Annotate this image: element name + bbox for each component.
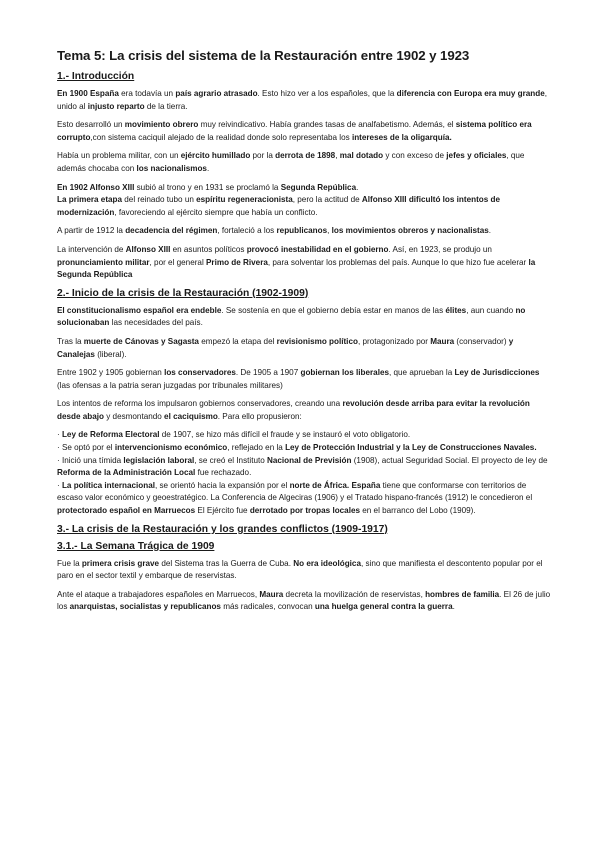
bold-text: élites <box>445 305 467 315</box>
bold-text: movimiento obrero <box>124 120 199 130</box>
bold-text: El constitucionalismo español era endeble <box>57 305 222 315</box>
text-run: fue rechazado. <box>195 468 252 478</box>
bold-text: intereses de la oligarquía. <box>351 132 452 142</box>
text-run: Los intentos de reforma los impulsaron gobiernos conservadores, creando una <box>57 399 343 409</box>
text-run: empezó la etapa del <box>198 336 277 346</box>
bold-text: norte de África. España <box>289 480 381 490</box>
text-run: , por el general <box>149 257 207 267</box>
bold-text: revisionismo político <box>276 336 358 346</box>
bold-text: hombres de familia <box>425 589 500 599</box>
bold-text: derrota de 1898 <box>275 151 336 161</box>
text-run: del Sistema tras la Guerra de Cuba. <box>159 558 294 568</box>
text-run: , se orientó hacia la expansión por el <box>154 480 290 490</box>
text-run: · Inició una tímida <box>57 455 124 465</box>
list-item <box>57 480 552 518</box>
text-run: (las ofensas a la patria seran juzgadas por tribunales militares) <box>57 380 283 390</box>
text-run: las necesidades del país. <box>109 318 203 328</box>
bold-text: muerte de Cánovas y Sagasta <box>83 336 199 346</box>
text-run: . Así, en 1923, se produjo un <box>388 244 492 254</box>
text-run: . <box>452 602 455 612</box>
bold-text: primera crisis grave <box>81 558 160 568</box>
paragraph <box>57 398 552 423</box>
text-run: Había un problema militar, con un <box>57 151 181 161</box>
text-run: , pero la actitud de <box>292 195 362 205</box>
list-item <box>57 455 552 480</box>
text-run: más radicales, convocan <box>220 602 315 612</box>
bold-text: sistema político era corrupto <box>57 120 532 142</box>
text-run: . <box>356 182 359 192</box>
bold-text: una huelga general contra la guerra <box>314 602 453 612</box>
text-run: La intervención de <box>57 244 126 254</box>
document-page <box>57 48 552 620</box>
text-run: , favoreciendo al ejército siempre que había un conflicto. <box>114 207 318 217</box>
paragraph <box>57 244 552 282</box>
text-run: Tras la <box>57 336 84 346</box>
text-run: (liberal). <box>94 349 127 359</box>
bold-text: intervencionismo económico <box>114 443 228 453</box>
text-run: Entre 1902 y 1905 gobiernan <box>57 368 165 378</box>
bold-text: protectorado español en Marruecos <box>57 506 196 516</box>
bold-text: la Segunda República <box>57 257 536 280</box>
bold-text: gobiernan los liberales <box>300 368 389 378</box>
paragraph <box>57 558 552 583</box>
bold-text: legislación laboral <box>123 455 195 465</box>
paragraph <box>57 367 552 392</box>
bold-text: los nacionalismos <box>136 163 207 173</box>
bold-text: Nacional de Previsión <box>267 455 352 465</box>
text-run: por la <box>250 151 276 161</box>
paragraph <box>57 225 552 238</box>
paragraph <box>57 119 552 144</box>
bold-text: los movimientos obreros y nacionalistas <box>331 226 489 236</box>
text-run: y desmontando <box>103 411 165 421</box>
text-run: tiene que conformarse con territorios de escaso valor económico y geoestratégico. La Conferencia de Algeciras (1906) y el Tratado hispano-francés (1912) le concedieron el <box>57 480 533 503</box>
section-heading-grandes-conflictos: 3.- La crisis de la Restauración y los grandes conflictos (1909-1917) <box>57 523 388 535</box>
text-run: · <box>57 480 62 490</box>
text-run: del reinado tubo un <box>122 195 197 205</box>
text-run: Ante el ataque a trabajadores españoles en Marruecos, <box>57 589 260 599</box>
text-run: de 1907, se hizo más difícil el fraude y se instauró el voto obligatorio. <box>159 430 411 440</box>
text-run: · Se optó por el <box>57 443 115 453</box>
bold-text: Alfonso XIII <box>125 244 171 254</box>
text-run: en el barranco del Lobo (1909). <box>360 506 476 516</box>
text-run: , que además chocaba con <box>57 151 525 173</box>
bold-text: derrotado por tropas locales <box>249 506 360 516</box>
bold-text: Segunda República <box>280 182 357 192</box>
text-run: , sino que manifiesta el descontento popular por el paro en el sector textil y embarque de reservistas. <box>57 558 543 581</box>
paragraph <box>57 589 552 614</box>
bold-text: La primera etapa <box>57 195 123 205</box>
section-heading-inicio-crisis: 2.- Inicio de la crisis de la Restauración (1902-1909) <box>57 287 309 299</box>
text-run: El Ejército fue <box>195 506 250 516</box>
paragraph <box>57 194 552 219</box>
text-run: muy reivindicativo. Había grandes tasas de analfabetismo. Además, el <box>198 120 456 130</box>
text-run: , <box>335 151 340 161</box>
bold-text: anarquistas, socialistas y republicanos <box>69 602 221 612</box>
bold-text: En 1902 Alfonso XIII <box>57 182 135 192</box>
bold-text: Reforma de la Administración Local <box>57 468 196 478</box>
text-run: y con exceso de <box>383 151 447 161</box>
text-run: Fue la <box>57 558 82 568</box>
bold-text: pronunciamiento militar <box>57 257 150 267</box>
text-run: . Esto hizo ver a los españoles, que la <box>257 89 397 98</box>
bold-text: Alfonso XIII dificultó los intentos de modernización <box>57 195 500 217</box>
bold-text: no solucionaban <box>57 305 526 328</box>
bold-text: Ley de Protección Industrial y la Ley de Construcciones Navales. <box>285 443 537 453</box>
text-run: (conservador) <box>454 336 509 346</box>
section-heading-introduccion: 1.- Introducción <box>57 71 135 82</box>
text-run: de la tierra. <box>144 101 188 111</box>
bold-text: ejército humillado <box>180 151 251 161</box>
bold-text: No era ideológica <box>293 558 361 568</box>
bold-text: espíritu regeneracionista <box>196 195 293 205</box>
list-item <box>57 442 552 455</box>
text-run: , se creó el Instituto <box>194 455 268 465</box>
bold-text: En 1900 España <box>57 89 119 98</box>
text-run: . Para ello propusieron: <box>217 411 302 421</box>
text-run: , aun cuando <box>466 305 516 315</box>
bold-text: y Canalejas <box>57 336 514 359</box>
text-run: subió al trono y en 1931 se proclamó la <box>134 182 281 192</box>
bold-text: Ley de Reforma Electoral <box>61 430 160 440</box>
text-run: en asuntos políticos <box>170 244 247 254</box>
text-run: (1908), actual Seguridad Social. El proyecto de ley de <box>351 455 548 465</box>
paragraph <box>57 182 552 195</box>
paragraph <box>57 88 552 113</box>
text-run: · <box>57 430 62 440</box>
bold-text: el caciquismo <box>164 411 218 421</box>
text-run: , para solventar los problemas del país. Aunque lo que hizo fue acelerar <box>267 257 529 267</box>
bold-text: revolución desde arriba para evitar la revolución desde abajo <box>57 399 530 421</box>
text-run: era todavía un <box>118 89 176 98</box>
paragraph <box>57 150 552 175</box>
text-run: . <box>206 163 210 173</box>
bold-text: mal dotado <box>339 151 384 161</box>
bold-text: Maura <box>259 589 284 599</box>
text-run: ,con sistema caciquil alejado de la realidad donde solo representaba los <box>90 132 352 142</box>
bold-text: Ley de Jurisdicciones <box>454 368 540 378</box>
paragraph <box>57 336 552 361</box>
text-run: . Se sostenía en que el gobierno debía estar en manos de las <box>221 305 446 315</box>
text-run: , reflejado en la <box>227 443 286 453</box>
text-run: , <box>327 226 332 236</box>
bold-text: decadencia del régimen <box>125 226 218 236</box>
paragraph <box>57 305 552 330</box>
bold-text: injusto reparto <box>87 101 145 111</box>
text-run: . De 1905 a 1907 <box>235 368 301 378</box>
bold-text: Maura <box>430 336 455 346</box>
bold-text: diferencia con Europa era muy grande <box>396 89 545 98</box>
text-run: Esto desarrolló un <box>57 120 125 130</box>
text-run: , que aprueban la <box>388 368 455 378</box>
subsection-heading-semana-tragica: 3.1.- La Semana Trágica de 1909 <box>57 540 215 552</box>
text-run: . El 26 de julio los <box>57 589 551 612</box>
bold-text: país agrario atrasado <box>175 89 258 98</box>
bold-text: La política internacional <box>61 480 155 490</box>
bold-text: republicanos <box>276 226 328 236</box>
text-run: . <box>488 226 492 236</box>
page-title: Tema 5: La crisis del sistema de la Restauración entre 1902 y 1923 <box>57 48 470 63</box>
list-item <box>57 429 552 442</box>
bold-text: los conservadores <box>164 368 236 378</box>
text-run: , unido al <box>57 89 548 111</box>
bold-text: provocó inestabilidad en el gobierno <box>246 244 389 254</box>
text-run: , protagonizado por <box>357 336 431 346</box>
bold-text: Primo de Rivera <box>206 257 268 267</box>
text-run: A partir de 1912 la <box>57 226 126 236</box>
bold-text: jefes y oficiales <box>446 151 507 161</box>
text-run: , fortaleció a los <box>217 226 277 236</box>
text-run: decreta la movilización de reservistas, <box>283 589 426 599</box>
